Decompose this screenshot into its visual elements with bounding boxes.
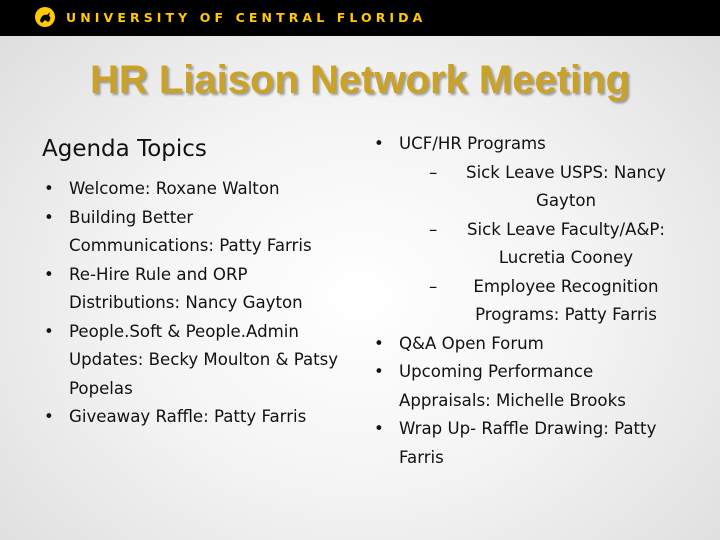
agenda-list	[40, 175, 340, 432]
list-item	[370, 130, 675, 330]
sub-list-item-text: Sick Leave USPS: Nancy Gayton	[466, 162, 666, 210]
list-item-text: Upcoming Performance Appraisals: Michelle Brooks	[399, 362, 626, 410]
bullet-icon: •	[44, 407, 54, 426]
list-item-text: Building Better Communications: Patty Farris	[69, 207, 312, 255]
sub-list-item	[399, 159, 675, 216]
university-name: UNIVERSITY OF CENTRAL FLORIDA	[66, 10, 427, 25]
list-item-text: UCF/HR Programs	[399, 134, 546, 153]
sub-list-item	[399, 216, 675, 273]
list-item	[40, 175, 340, 204]
list-item-text: Re-Hire Rule and ORP Distributions: Nancy Gayton	[69, 264, 303, 312]
bullet-icon: •	[44, 179, 54, 198]
list-item	[370, 358, 675, 415]
bullet-icon: •	[374, 333, 384, 353]
list-item-text: Q&A Open Forum	[399, 333, 544, 353]
programs-list	[370, 130, 675, 472]
bullet-icon: •	[374, 419, 384, 438]
bullet-icon: •	[44, 207, 54, 227]
list-item	[370, 330, 675, 359]
list-item-text: Giveaway Raffle: Patty Farris	[69, 407, 307, 426]
bullet-icon: •	[374, 362, 384, 381]
list-item	[370, 415, 675, 472]
bullet-icon: •	[44, 264, 54, 284]
list-item-text: People.Soft & People.Admin Updates: Becky Moulton & Patsy Popelas	[69, 321, 339, 398]
slide-title: HR Liaison Network Meeting	[89, 58, 631, 102]
list-item	[40, 204, 340, 261]
bullet-icon: •	[44, 321, 54, 341]
header-bar	[0, 0, 720, 36]
sub-list	[399, 159, 675, 330]
list-item-text: Wrap Up- Raffle Drawing: Patty Farris	[399, 419, 657, 467]
list-item	[40, 318, 340, 404]
dash-icon: –	[429, 276, 438, 296]
sub-list-item-text: Employee Recognition Programs: Patty Farris	[473, 276, 659, 324]
list-item	[40, 261, 340, 318]
sub-list-item-text: Sick Leave Faculty/A&P: Lucretia Cooney	[466, 219, 666, 267]
agenda-heading: Agenda Topics	[42, 136, 207, 162]
list-item-text: Welcome: Roxane Walton	[69, 179, 280, 198]
list-item	[40, 403, 340, 432]
bullet-icon: •	[374, 134, 384, 153]
sub-list-item	[399, 273, 675, 330]
pegasus-icon	[34, 6, 56, 28]
dash-icon: –	[429, 219, 438, 239]
dash-icon: –	[429, 162, 438, 182]
